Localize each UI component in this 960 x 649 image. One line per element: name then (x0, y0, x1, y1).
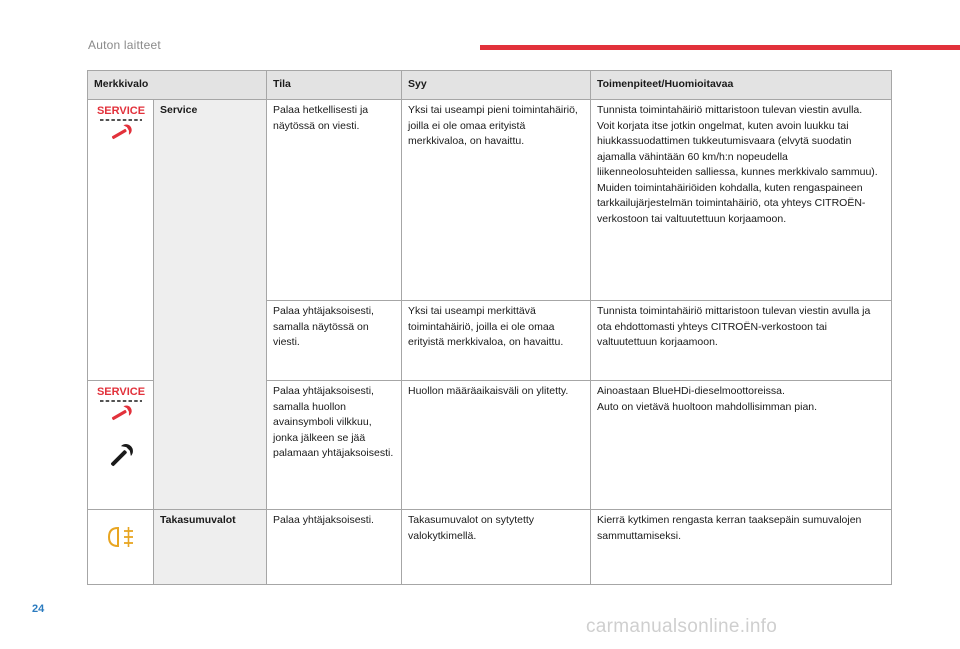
header-merkkivalo: Merkkivalo (88, 71, 267, 100)
cell-syy: Yksi tai useampi pieni toimintahäiriö, joilla ei ole omaa erityistä merkkivaloa, on havaittu. (402, 100, 591, 301)
cell-tila: Palaa hetkellisesti ja näytössä on viesti. (267, 100, 402, 301)
header-toimenpiteet: Toimenpiteet/Huomioitavaa (591, 71, 892, 100)
service-icon-label: SERVICE (96, 386, 145, 398)
cell-syy: Takasumuvalot on sytytetty valokytkimellä. (402, 510, 591, 585)
warning-lights-table (87, 70, 892, 585)
cell-toimenpiteet: Tunnista toimintahäiriö mittaristoon tulevan viestin avulla. Voit korjata itse jotkin ongelmat, kuten avoin luukku tai hiukkassuodattimen tukkeutumisvaara (elvytä suodatin ajamalla vähintään 60 km/h:n nopeudella liikenneolosuhteiden salliessa, kunnes merkkivalo sammuu). Muiden toimintahäiriöiden kohdalla, kuten rengaspaineen tarkkailujärjestelmän toimintahäiriö, ota yhteys CITROËN-verkostoon tai valtuutettuun korjaamoon. (591, 100, 892, 301)
rear-fog-light-icon (105, 524, 137, 550)
table-header-row (88, 71, 892, 100)
cell-tila: Palaa yhtäjaksoisesti. (267, 510, 402, 585)
section-title: Auton laitteet (88, 38, 161, 52)
cell-tila: Palaa yhtäjaksoisesti, samalla näytössä on viesti. (267, 301, 402, 381)
service-maintenance-indicator-cell (88, 381, 154, 510)
table-row (88, 100, 892, 301)
service-wrench-icon (96, 103, 146, 143)
cell-tila: Palaa yhtäjaksoisesti, samalla huollon avainsymboli vilkkuu, jonka jälkeen se jää palamaan yhtäjaksoisesti. (267, 381, 402, 510)
fog-light-indicator-cell (88, 510, 154, 585)
service-indicator-cell (88, 100, 154, 381)
header-syy: Syy (402, 71, 591, 100)
cell-toimenpiteet: Tunnista toimintahäiriö mittaristoon tulevan viestin avulla ja ota ehdottomasti yhteys CITROËN-verkostoon tai valtuutettuun korjaamoon. (591, 301, 892, 381)
wrench-icon (101, 434, 141, 474)
header-accent-bar (480, 45, 960, 50)
service-icon-label: SERVICE (96, 105, 145, 117)
fog-name: Takasumuvalot (154, 510, 267, 585)
service-name: Service (154, 100, 267, 510)
cell-syy: Yksi tai useampi merkittävä toimintahäiriö, joilla ei ole omaa erityistä merkkivaloa, on havaittu. (402, 301, 591, 381)
cell-toimenpiteet: Kierrä kytkimen rengasta kerran taaksepäin sumuvalojen sammuttamiseksi. (591, 510, 892, 585)
service-wrench-icon (96, 384, 146, 424)
table-row (88, 510, 892, 585)
watermark: carmanualsonline.info (586, 616, 778, 637)
header-tila: Tila (267, 71, 402, 100)
cell-toimenpiteet: Ainoastaan BlueHDi-dieselmoottoreissa. Auto on vietävä huoltoon mahdollisimman pian. (591, 381, 892, 510)
cell-syy: Huollon määräaikaisväli on ylitetty. (402, 381, 591, 510)
page-number: 24 (32, 603, 45, 615)
